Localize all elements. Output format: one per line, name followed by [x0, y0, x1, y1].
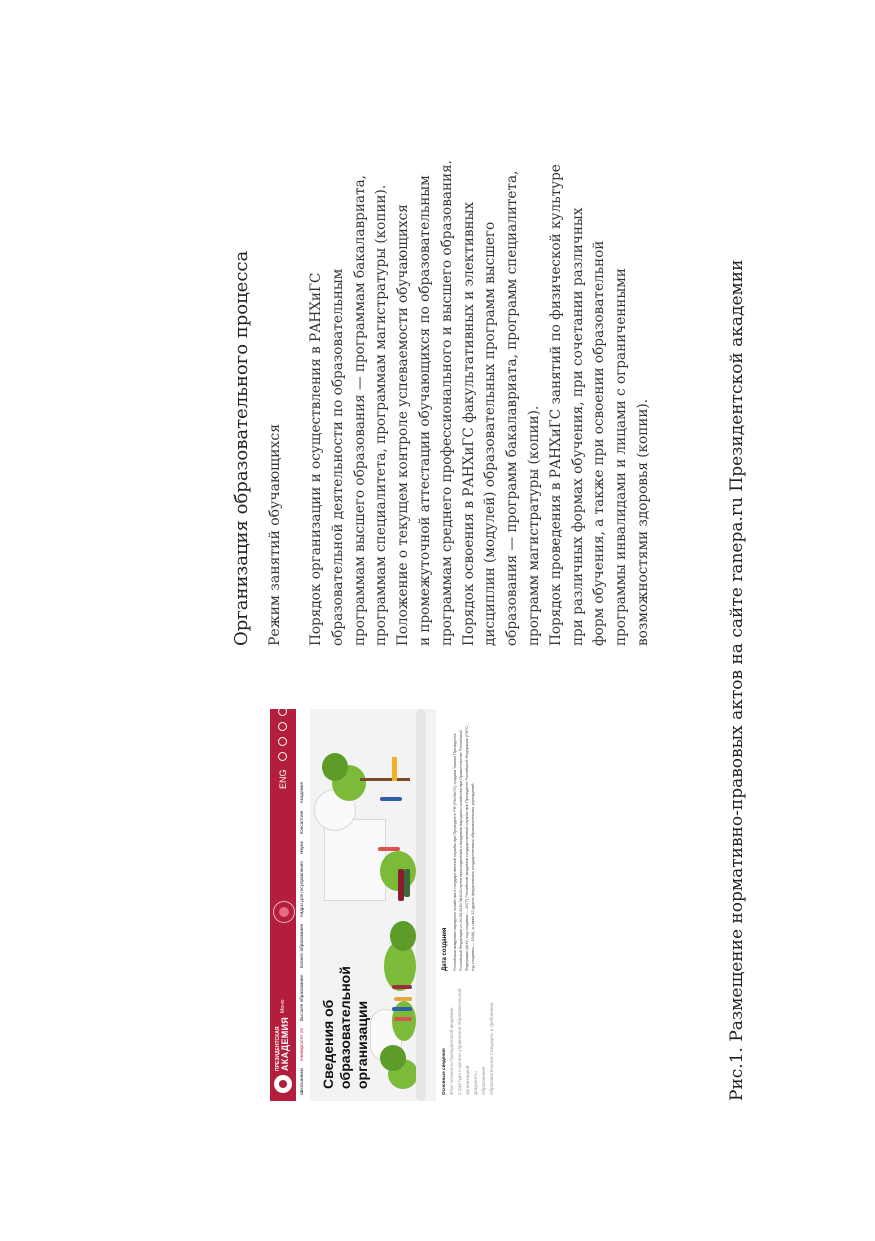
user-icon[interactable]: [278, 737, 287, 746]
site-sidebar: [440, 985, 496, 1095]
document-line: Положение о текущем контроле успеваемости обучающихся: [395, 204, 412, 646]
tree-illustration: [322, 753, 348, 781]
logo-line1: ПРЕЗИДЕНТСКАЯ: [275, 1026, 281, 1071]
language-switch[interactable]: ENG: [278, 769, 288, 789]
document-line: образования — программ бакалавриата, программ специалитета,: [504, 170, 521, 646]
logo-text[interactable]: [275, 1017, 290, 1071]
nav-item[interactable]: Высшее образование: [299, 974, 304, 1022]
ground-illustration: [416, 709, 426, 1101]
sidebar-item[interactable]: Структура и органы управления образовательной организацией: [457, 988, 470, 1095]
hero-banner: [310, 709, 436, 1101]
document-text-block: [230, 16, 655, 646]
nav-item[interactable]: Школьникам: [299, 1068, 304, 1095]
document-title: Организация образовательного процесса: [231, 250, 252, 646]
anniversary-seal-icon: [273, 901, 295, 923]
document-line: форм обучения, а также при освоении образовательной: [591, 240, 608, 646]
tree-trunk: [360, 778, 410, 781]
person-illustration: [392, 985, 412, 989]
person-illustration: [380, 797, 402, 801]
site-main-content: [442, 721, 476, 971]
bench-illustration: [392, 757, 397, 781]
nav-item[interactable]: Консалтинг: [299, 810, 304, 835]
nav-item[interactable]: Университет 24: [299, 1028, 304, 1062]
menu-button[interactable]: Меню: [280, 999, 286, 1013]
figure-caption: Рис.1. Размещение нормативно-правовых актов на сайте ranepa.ru Президентской академии: [727, 259, 747, 1101]
sidebar-item[interactable]: Образовательные стандарты и требования: [489, 1002, 494, 1095]
person-illustration: [394, 1017, 412, 1021]
accessibility-eye-icon[interactable]: [278, 722, 287, 731]
logo-line2: АКАДЕМИЯ: [280, 1016, 290, 1071]
document-line: при различных формах обучения, при сочетании различных: [569, 207, 586, 646]
document-line: дисциплин (модулей) образовательных программ высшего: [482, 221, 499, 646]
person-illustration: [392, 1007, 412, 1011]
website-screenshot: [270, 709, 510, 1101]
site-navbar: [299, 715, 307, 1095]
document-line: Порядок освоения в РАНХиГС факультативных и элективных: [460, 201, 477, 646]
document-line: Порядок организации и осуществления в РАНХиГС: [308, 272, 324, 646]
person-illustration: [394, 997, 412, 1001]
nav-item[interactable]: Наука: [299, 841, 304, 855]
section-text: Российская академия народного хозяйства и государственной службы при Президенте РФ (РАНХиГС) создана Указом Президента Российской Федерации от 20.09.2010 №1140 путем присоединения к Академии народного хозяйства при Правительстве Российской Федерации (АНХ; год создания — 1977) Российской академии государственной службы при Президенте Российской Федерации (РАГС; год создания — 1946), а также 12 других федеральных государственных образовательных учреждений.: [452, 725, 475, 971]
document-line: программам среднего профессионального и высшего образования.: [438, 160, 455, 646]
building-illustration: [324, 819, 386, 901]
hero-title: Сведения об образовательной организации: [320, 966, 370, 1089]
document-line: Порядок проведения в РАНХиГС занятий по физической культуре: [547, 164, 564, 646]
books-illustration: [404, 869, 410, 897]
bush-illustration: [390, 921, 416, 951]
message-icon[interactable]: [278, 709, 287, 716]
document-line: возможностями здоровья (копии).: [634, 398, 651, 646]
person-illustration: [378, 847, 400, 851]
sidebar-item[interactable]: Флаг элемента Президентской академии: [449, 1007, 454, 1095]
nav-item[interactable]: Академия: [299, 782, 304, 804]
academy-logo-icon[interactable]: [274, 1075, 292, 1093]
sidebar-item[interactable]: Образование: [481, 1066, 486, 1095]
site-header: [270, 709, 296, 1101]
document-line: программы инвалидами и лицами с ограниченными: [613, 268, 630, 646]
document-line: программам высшего образования — программам бакалавриата,: [351, 175, 368, 646]
section-heading: Дата создания: [442, 927, 448, 971]
document-list: [306, 16, 655, 646]
sidebar-item[interactable]: Основные сведения: [441, 1048, 446, 1095]
document-line: программам специалитета, программам магистратуры (копии).: [373, 184, 390, 646]
tree-illustration: [380, 1045, 406, 1071]
sidebar-item[interactable]: Документы: [473, 1071, 478, 1095]
document-line: программ магистратуры (копии).: [525, 405, 542, 646]
document-subtitle: Режим занятий обучающихся: [267, 423, 283, 646]
nav-item[interactable]: Бизнес-образование: [299, 923, 304, 968]
document-line: и промежуточной аттестации обучающихся по образовательным: [416, 175, 433, 646]
search-icon[interactable]: [278, 752, 287, 761]
nav-item[interactable]: Кадры для госуправления: [299, 861, 304, 917]
document-line: образовательной деятельности по образовательным: [329, 268, 346, 646]
